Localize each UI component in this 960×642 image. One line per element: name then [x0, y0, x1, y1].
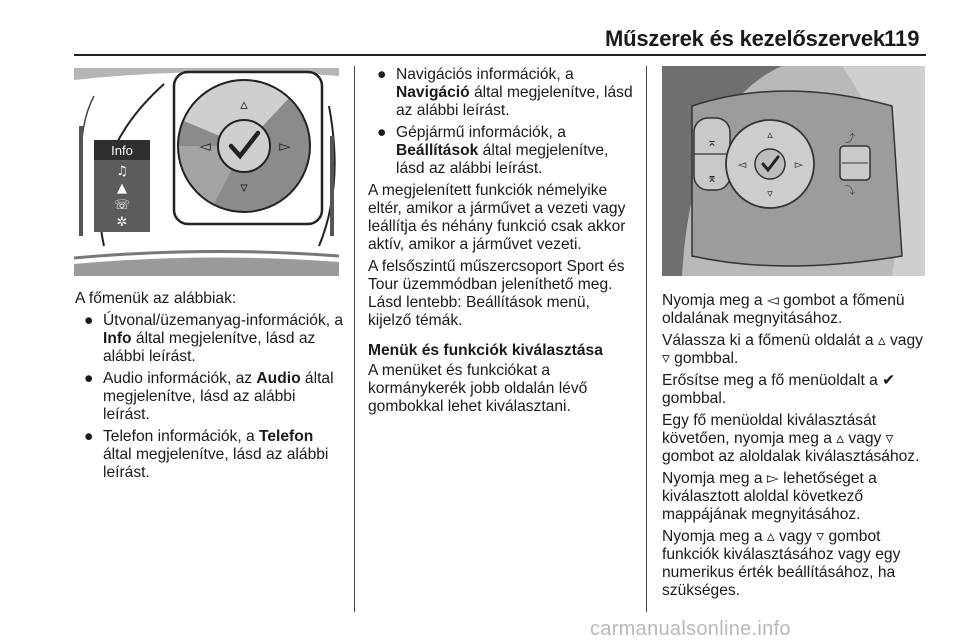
- paragraph: A megjelenített funkciók némelyike eltér, amikor a járművet a vezeti vagy leállítja és néhány funkció csak akkor aktív, amikor a járművet vezeti.: [368, 182, 626, 253]
- list-item: ● Gépjármű információk, a Beállítások által megjelenítve, lásd az alábbi leírást.: [377, 124, 609, 177]
- svg-text:▵: ▵: [767, 128, 773, 141]
- paragraph: A felsőszintű műszercsoport Sport és Tour üzemmódban jeleníthető meg. Lásd lentebb: Beállítások menü, kijelző témák.: [368, 258, 625, 329]
- down-triangle-icon: ▿: [240, 178, 248, 196]
- svg-text:⤵: ⤵: [845, 186, 855, 197]
- header-rule: [74, 54, 926, 56]
- left-triangle-icon: ◅: [199, 137, 211, 155]
- main-menus-intro: A főmenük az alábbiak:: [75, 290, 237, 307]
- list-item: ● Navigációs információk, a Navigáció által megjelenítve, lásd az alábbi leírást.: [377, 66, 633, 119]
- svg-text:⌅: ⌅: [706, 135, 718, 149]
- paragraph: Egy fő menüoldal kiválasztását követően, nyomja meg a ▵ vagy ▿ gombot az aloldalak kiválasztásához.: [662, 412, 920, 465]
- page-number: 119: [884, 26, 920, 51]
- up-triangle-icon: ▵: [240, 95, 248, 113]
- svg-text:▻: ▻: [794, 158, 804, 171]
- section-heading: Menük és funkciók kiválasztása: [368, 342, 603, 359]
- music-note-icon: ♫: [116, 164, 128, 179]
- list-item: ● Audio információk, az Audio által megjelenítve, lásd az alábbi leírást.: [84, 370, 334, 423]
- cluster-figure: [74, 66, 339, 276]
- column-middle: [368, 66, 636, 420]
- column-divider-2: [646, 66, 647, 612]
- column-divider-1: [354, 66, 355, 612]
- paragraph: A menüket és funkciókat a kormánykerék jobb oldalán lévő gombokkal lehet kiválasztani.: [368, 362, 588, 415]
- gear-icon: ✲: [116, 215, 128, 230]
- watermark: carmanualsonline.info: [590, 618, 791, 640]
- list-item: ● Telefon információk, a Telefon által megjelenítve, lásd az alábbi leírást.: [84, 428, 329, 481]
- steering-controls-figure: [662, 66, 925, 276]
- right-triangle-icon: ▻: [279, 137, 291, 155]
- list-item: ● Útvonal/üzemanyag-információk, a Info által megjelenítve, lásd az alábbi leírást.: [84, 312, 344, 365]
- paragraph: Válassza ki a főmenü oldalát a ▵ vagy ▿ gombbal.: [662, 332, 923, 367]
- info-menu-label: Info: [111, 143, 133, 158]
- main-menu-list: [75, 312, 345, 482]
- paragraph: Nyomja meg a ▵ vagy ▿ gombot funkciók kiválasztásához vagy egy numerikus érték beállításához, ha szükséges.: [662, 528, 901, 599]
- paragraph: Erősítse meg a fő menüoldalt a ✔ gombbal.: [662, 372, 896, 407]
- svg-text:▿: ▿: [767, 187, 773, 200]
- svg-text:⌆: ⌆: [706, 171, 718, 185]
- phone-icon: ☏: [113, 198, 131, 213]
- paragraph: Nyomja meg a ▻ lehetőséget a kiválasztott aloldal következő mappájának megnyitásához.: [662, 470, 877, 523]
- paragraph: Nyomja meg a ◅ gombot a főmenü oldalának megnyitásához.: [662, 292, 905, 327]
- navigation-arrow-icon: ▲: [117, 181, 127, 196]
- page-header: [0, 0, 960, 56]
- section-title: Műszerek és kezelőszervek: [605, 26, 885, 51]
- column-left: [75, 290, 345, 486]
- main-menu-list-continued: [368, 66, 636, 178]
- svg-text:⤴: ⤴: [845, 134, 855, 145]
- svg-text:◅: ◅: [737, 158, 747, 171]
- column-right: [662, 292, 930, 604]
